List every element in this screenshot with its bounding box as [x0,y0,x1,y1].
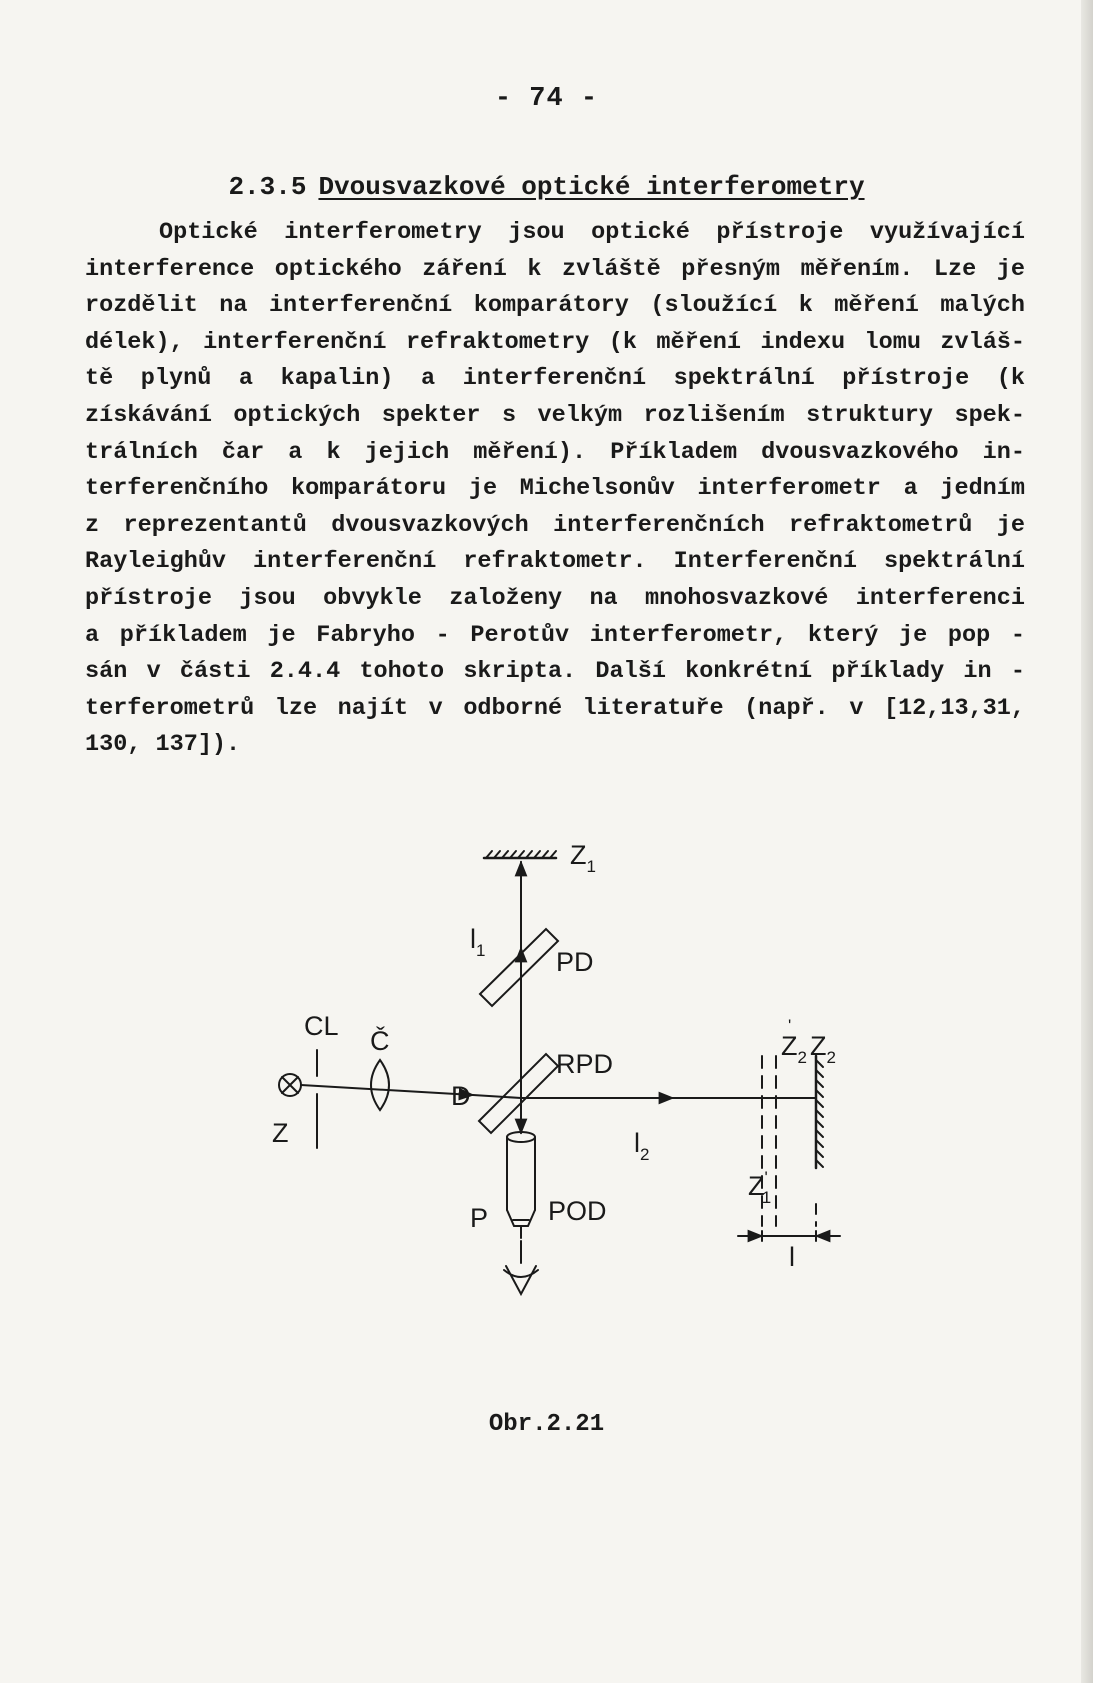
observation-telescope-pod [507,1132,535,1238]
section-number: 2.3.5 [228,172,307,202]
paragraph-line: trálních čar a k jejich měření). Příkladem dvousvazkového in- [85,438,1025,466]
label-pd: PD [556,947,594,977]
paragraph-line: z reprezentantů dvousvazkových interferenčních refraktometrů je [85,511,1025,539]
paragraph [85,215,1025,764]
paragraph-line: získávání optických spekter s velkým rozlišením struktury spek- [85,401,1025,429]
label-z2-prime-mark: ' [788,1016,792,1035]
label-c: Č [370,1026,390,1056]
paragraph-line: přístroje jsou obvykle založeny na mnohosvazkové interferenci [85,584,1025,612]
label-z1-prime: Z' 1 [748,1168,772,1207]
mirror-z1 [484,851,556,858]
lens-c [371,1060,389,1110]
paragraph-line: 130, 137]). [85,731,241,759]
label-pod: POD [548,1196,607,1226]
paragraph-line: terferometrů lze najít v odborné literatuře (např. v [12,13,31, [85,694,1025,722]
label-d: D [451,1081,471,1111]
label-z2: $Z_2$ [810,1031,836,1067]
michelson-interferometer-diagram [238,838,858,1328]
page-number: - 74 - [494,84,599,114]
section-heading [0,172,1093,202]
paragraph-line: interference optického záření k zvláště přesným měřením. Lze je [85,255,1025,283]
label-l2: $l_2$ [634,1128,650,1164]
light-source-z [279,1074,301,1096]
paragraph-line: terferenčního komparátoru je Michelsonův interferometr a jedním [85,475,1025,503]
label-z2-prime: $Z_2$ [781,1031,807,1067]
label-p: P [470,1203,489,1233]
diagram-svg [238,838,858,1328]
figure-caption: Obr.2.21 [488,1411,605,1438]
beam-splitter-rpd [479,1054,558,1133]
eye-icon [504,1241,538,1294]
paragraph-line: sán v části 2.4.4 tohoto skripta. Další konkrétní příklady in - [85,658,1025,686]
gap-dimension-l [738,1231,840,1241]
input-beam [301,1085,521,1098]
label-z: Z [272,1118,289,1148]
mirror-z2 [816,1056,823,1226]
label-l: l [789,1242,795,1272]
label-rpd: RPD [556,1049,614,1079]
paragraph-line: tě plynů a kapalin) a interferenční spektrální přístroje (k [85,365,1025,393]
label-z1: $Z_1$ [570,840,596,876]
paragraph-line: Optické interferometry jsou optické přístroje využívající [159,219,1025,246]
paragraph-line: a příkladem je Fabryho - Perotův interferometr, který je pop - [85,621,1025,649]
compensating-plate-pd [480,929,558,1006]
section-title: Dvousvazkové optické interferometry [318,172,865,202]
paragraph-line: rozdělit na interferenční komparátory (sloužící k měření malých [85,292,1025,320]
paragraph-line: Rayleighův interferenční refraktometr. Interferenční spektrální [85,548,1025,576]
label-cl: CL [304,1011,339,1041]
label-l1: $l_1$ [470,924,486,960]
paragraph-line: délek), interferenční refraktometry (k měření indexu lomu zvláš- [85,328,1025,356]
